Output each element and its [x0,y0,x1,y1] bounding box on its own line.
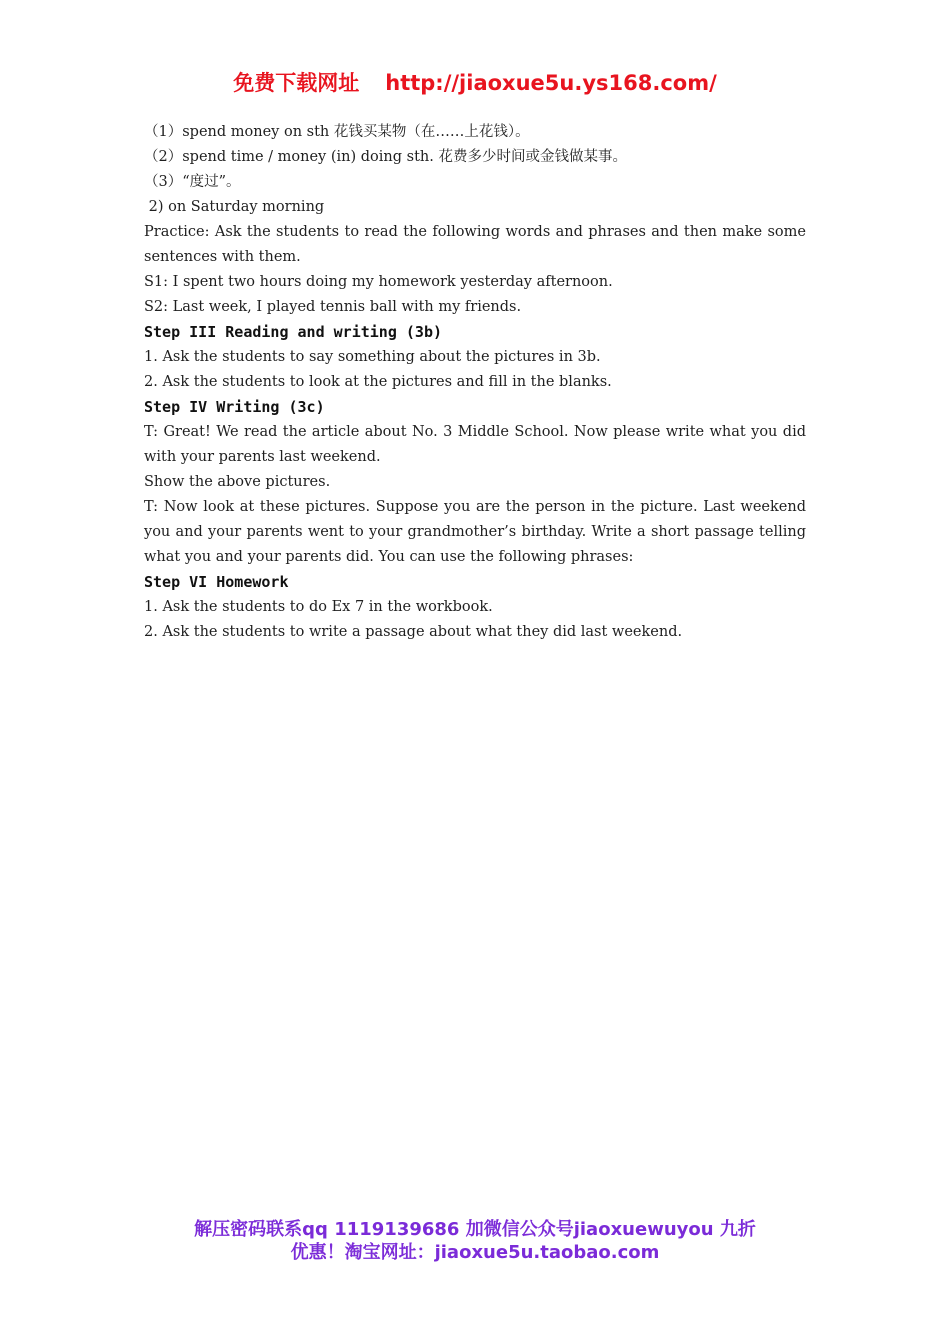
header-banner [0,67,950,97]
text-line: 2. Ask the students to write a passage about what they did last weekend. [144,624,683,640]
section-heading: Step IV Writing (3c) [144,398,325,416]
text-line: Show the above pictures. [144,474,331,490]
text-line: 1. Ask the students to do Ex 7 in the workbook. [144,599,493,615]
header-label: 免费下载网址 [233,71,360,95]
header-url-link[interactable]: http://jiaoxue5u.ys168.com/ [385,71,717,95]
text-line: （1）spend money on sth 花钱买某物（在……上花钱）。 [144,124,530,140]
section-heading: Step VI Homework [144,573,289,591]
footer-notice [0,1218,950,1264]
footer-line: 解压密码联系qq 1119139686 加微信公众号jiaoxuewuyou 九折 [194,1219,756,1240]
text-line: 1. Ask the students to say something about the pictures in 3b. [144,349,601,365]
text-line: （3）“度过”。 [144,174,241,190]
footer-line: 优惠！淘宝网址：jiaoxue5u.taobao.com [290,1242,660,1263]
text-line: （2）spend time / money (in) doing sth. 花费多少时间或金钱做某事。 [144,149,627,165]
teacher-paragraph: T: Great! We read the article about No. 3 Middle School. Now please write what you did with your parents last weekend. [144,424,806,465]
teacher-paragraph: T: Now look at these pictures. Suppose you are the person in the picture. Last weekend you and your parents went to your grandmother’s birthday. Write a short passage telling what you and your parents did. You can use the following phrases: [144,499,806,565]
section-heading: Step III Reading and writing (3b) [144,323,443,341]
text-line: S2: Last week, I played tennis ball with my friends. [144,299,522,315]
practice-paragraph: Practice: Ask the students to read the following words and phrases and then make some sentences with them. [144,224,806,265]
text-line: 2) on Saturday morning [144,199,325,215]
document-body [144,120,806,645]
text-line: 2. Ask the students to look at the pictures and fill in the blanks. [144,374,612,390]
text-line: S1: I spent two hours doing my homework yesterday afternoon. [144,274,613,290]
